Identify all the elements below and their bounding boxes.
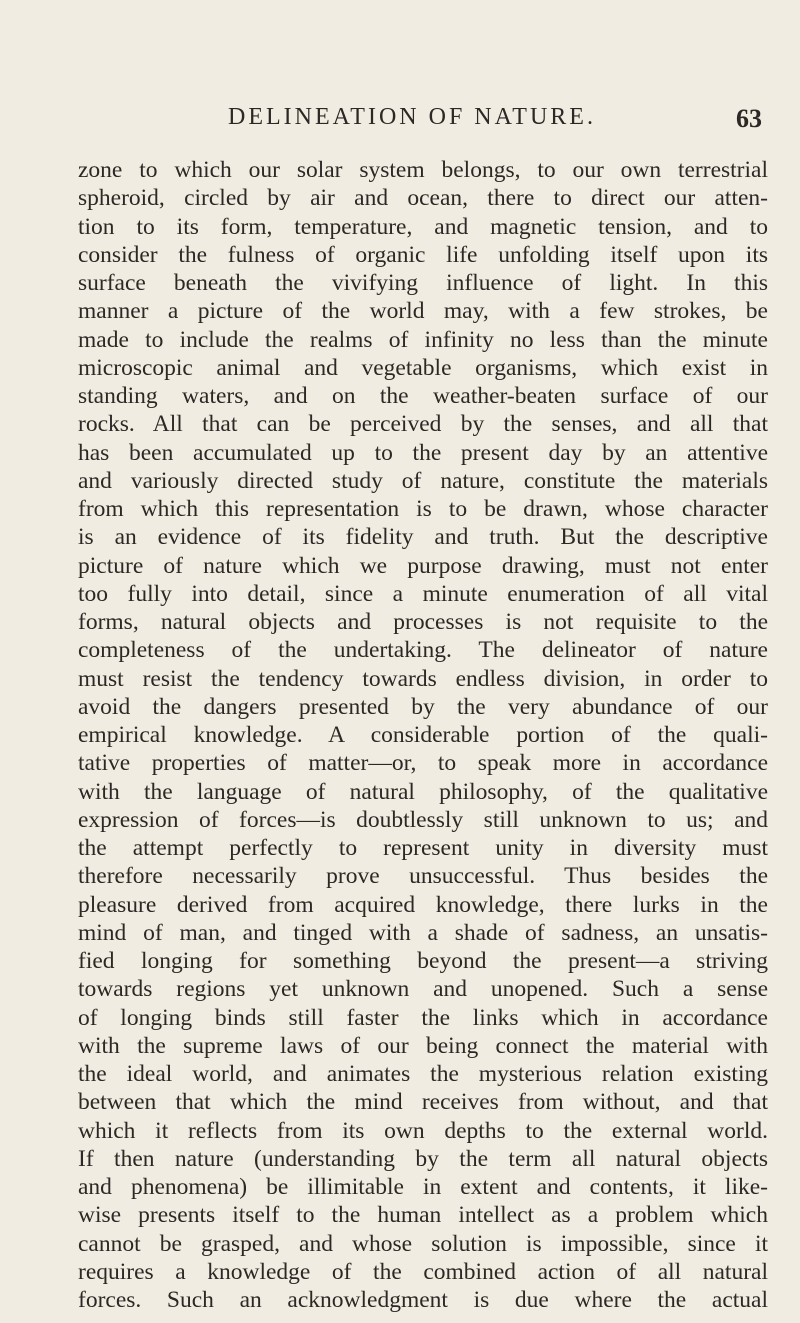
text-line: is an evidence of its fidelity and truth. But the descriptive [78, 524, 768, 551]
text-line: completeness of the undertaking. The delineator of nature [78, 637, 768, 664]
text-line: the attempt perfectly to represent unity in diversity must [78, 835, 768, 861]
text-line: therefore necessarily prove unsuccessful. Thus besides the [78, 863, 768, 890]
text-line: towards regions yet unknown and unopened. Such a sense [78, 976, 768, 1003]
text-line: manner a picture of the world may, with a few strokes, be [78, 298, 768, 325]
text-line: the ideal world, and animates the mysterious relation existing [78, 1061, 768, 1087]
text-line: with the language of natural philosophy, of the qualitative [78, 778, 768, 805]
text-line: has been accumulated up to the present day by an attentive [78, 439, 768, 466]
text-line: standing waters, and on the weather-beaten surface of our [78, 383, 768, 409]
text-line: from which this representation is to be drawn, whose character [78, 496, 768, 522]
text-line: too fully into detail, since a minute enumeration of all vital [78, 580, 768, 607]
text-line: spheroid, circled by air and ocean, there to direct our atten- [78, 185, 768, 212]
text-line: must resist the tendency towards endless division, in order to [78, 665, 768, 692]
running-head [0, 104, 800, 140]
body-text [78, 156, 768, 1314]
text-line: avoid the dangers presented by the very abundance of our [78, 693, 768, 720]
text-line: picture of nature which we purpose drawing, must not enter [78, 552, 768, 579]
text-line: forms, natural objects and processes is not requisite to the [78, 609, 768, 635]
running-title: DELINEATION OF NATURE. [228, 104, 596, 130]
text-line: tative properties of matter—or, to speak more in accordance [78, 750, 768, 777]
text-line: If then nature (understanding by the term all natural objects [78, 1145, 768, 1172]
text-line: rocks. All that can be perceived by the senses, and all that [78, 411, 768, 438]
text-line: which it reflects from its own depths to the external world. [78, 1117, 768, 1144]
text-line: and variously directed study of nature, constitute the materials [78, 467, 768, 494]
text-line: zone to which our solar system belongs, to our own terrestrial [78, 157, 768, 183]
text-line: made to include the realms of infinity no less than the minute [78, 326, 768, 353]
text-line: with the supreme laws of our being connect the material with [78, 1032, 768, 1059]
text-line: fied longing for something beyond the present—a striving [78, 948, 768, 974]
text-line: of longing binds still faster the links which in accordance [78, 1004, 768, 1031]
text-line: cannot be grasped, and whose solution is impossible, since it [78, 1230, 768, 1257]
text-line: empirical knowledge. A considerable portion of the quali- [78, 722, 768, 748]
text-line: mind of man, and tinged with a shade of sadness, an unsatis- [78, 919, 768, 946]
text-line: requires a knowledge of the combined action of all natural [78, 1258, 768, 1285]
text-line: between that which the mind receives from without, and that [78, 1089, 768, 1116]
page-number: 63 [736, 104, 762, 133]
text-line: consider the fulness of organic life unfolding itself upon its [78, 241, 768, 268]
text-line: and phenomena) be illimitable in extent and contents, it like- [78, 1174, 768, 1200]
text-line: forces. Such an acknowledgment is due where the actual [78, 1287, 768, 1313]
text-line: pleasure derived from acquired knowledge, there lurks in the [78, 891, 768, 918]
text-line: tion to its form, temperature, and magnetic tension, and to [78, 213, 768, 240]
text-line: wise presents itself to the human intellect as a problem which [78, 1202, 768, 1229]
text-line: expression of forces—is doubtlessly still unknown to us; and [78, 806, 768, 833]
text-line: surface beneath the vivifying influence of light. In this [78, 270, 768, 296]
text-line: microscopic animal and vegetable organisms, which exist in [78, 354, 768, 381]
